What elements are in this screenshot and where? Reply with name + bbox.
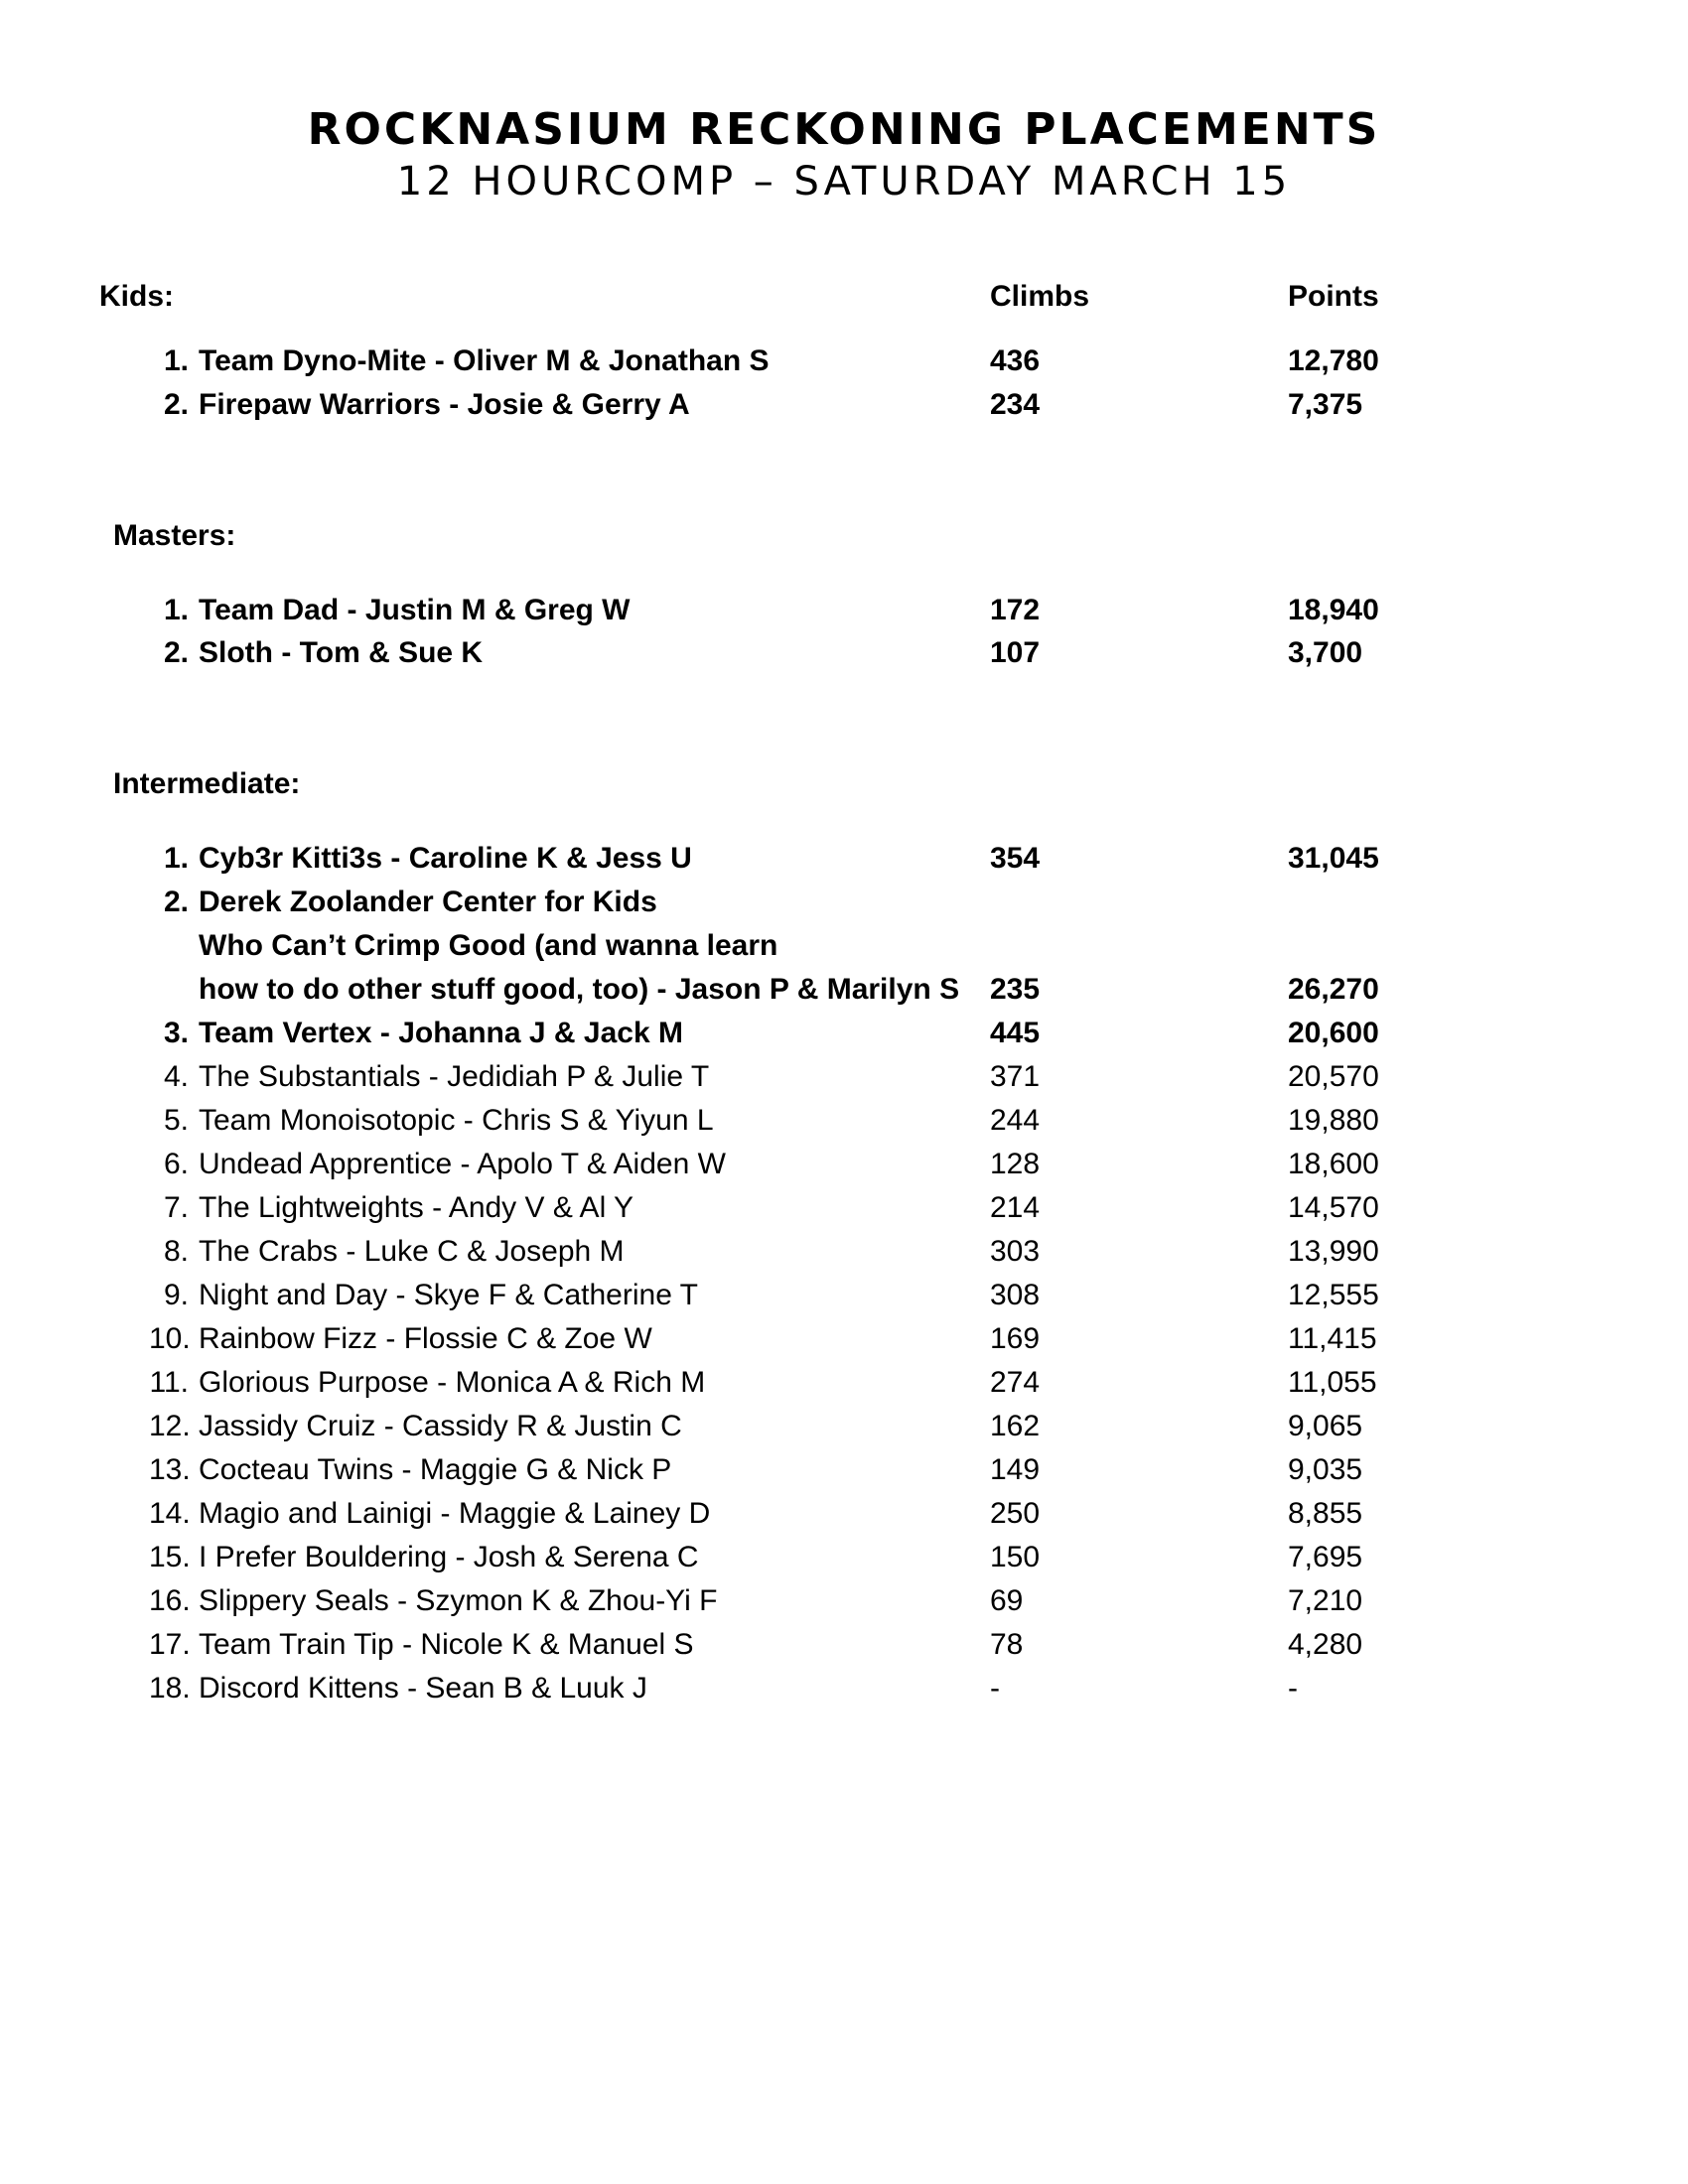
- team-name: Jassidy Cruiz - Cassidy R & Justin C: [199, 1410, 682, 1442]
- points-value: 7,210: [1288, 1584, 1363, 1617]
- rank: 3.: [163, 1017, 189, 1049]
- climbs-value: 234: [990, 388, 1041, 421]
- section-header-masters: Masters:: [113, 519, 236, 552]
- points-value: 26,270: [1288, 973, 1379, 1006]
- team-name-line: Who Can’t Crimp Good (and wanna learn: [199, 929, 778, 962]
- team-name: Rainbow Fizz - Flossie C & Zoe W: [199, 1322, 652, 1355]
- rank: 13.: [149, 1453, 191, 1486]
- rank: 10.: [149, 1322, 191, 1355]
- rank: 16.: [149, 1584, 191, 1617]
- section-header-kids: Kids:: [99, 280, 174, 313]
- climbs-value: 162: [990, 1410, 1041, 1442]
- team-name: Firepaw Warriors - Josie & Gerry A: [199, 388, 690, 421]
- climbs-value: 235: [990, 973, 1041, 1006]
- points-value: 18,940: [1288, 594, 1379, 626]
- points-value: 12,555: [1288, 1279, 1379, 1311]
- climbs-value: 303: [990, 1235, 1041, 1268]
- rank: 4.: [163, 1060, 189, 1093]
- climbs-value: 244: [990, 1104, 1041, 1137]
- rank: 6.: [163, 1148, 189, 1180]
- team-name: The Lightweights - Andy V & Al Y: [199, 1191, 634, 1224]
- rank: 5.: [163, 1104, 189, 1137]
- rank: 1.: [163, 344, 189, 377]
- climbs-value: 69: [990, 1584, 1024, 1617]
- climbs-value: 250: [990, 1497, 1041, 1530]
- rank: 1.: [163, 594, 189, 626]
- climbs-value: 172: [990, 594, 1041, 626]
- column-header-points: Points: [1288, 280, 1379, 313]
- points-value: -: [1288, 1672, 1298, 1705]
- column-header-climbs: Climbs: [990, 280, 1090, 313]
- climbs-value: -: [990, 1672, 1000, 1705]
- points-value: 12,780: [1288, 344, 1379, 377]
- team-name: Team Monoisotopic - Chris S & Yiyun L: [199, 1104, 714, 1137]
- rank: 9.: [163, 1279, 189, 1311]
- climbs-value: 308: [990, 1279, 1041, 1311]
- points-value: 11,055: [1288, 1366, 1377, 1399]
- page-title: ROCKNASIUM RECKONING PLACEMENTS: [307, 104, 1381, 155]
- points-value: 20,600: [1288, 1017, 1379, 1049]
- climbs-value: 128: [990, 1148, 1041, 1180]
- rank: 2.: [163, 388, 189, 421]
- rank: 15.: [149, 1541, 191, 1573]
- points-value: 3,700: [1288, 636, 1363, 669]
- team-name: Cocteau Twins - Maggie G & Nick P: [199, 1453, 672, 1486]
- climbs-value: 78: [990, 1628, 1024, 1661]
- team-name: Sloth - Tom & Sue K: [199, 636, 484, 669]
- points-value: 18,600: [1288, 1148, 1379, 1180]
- team-name: Magio and Lainigi - Maggie & Lainey D: [199, 1497, 711, 1530]
- rank: 7.: [163, 1191, 189, 1224]
- rank: 12.: [149, 1410, 191, 1442]
- points-value: 7,375: [1288, 388, 1363, 421]
- rank: 2.: [163, 636, 189, 669]
- climbs-value: 149: [990, 1453, 1041, 1486]
- team-name: Slippery Seals - Szymon K & Zhou-Yi F: [199, 1584, 718, 1617]
- rank: 18.: [149, 1672, 191, 1705]
- rank: 1.: [163, 842, 189, 875]
- team-name-line: how to do other stuff good, too) - Jason P & Marilyn S: [199, 973, 960, 1006]
- points-value: 4,280: [1288, 1628, 1363, 1661]
- climbs-value: 107: [990, 636, 1041, 669]
- points-value: 19,880: [1288, 1104, 1379, 1137]
- team-name: The Crabs - Luke C & Joseph M: [199, 1235, 625, 1268]
- points-value: 31,045: [1288, 842, 1379, 875]
- points-value: 20,570: [1288, 1060, 1379, 1093]
- rank: 17.: [149, 1628, 191, 1661]
- team-name: Team Vertex - Johanna J & Jack M: [199, 1017, 683, 1049]
- points-value: 8,855: [1288, 1497, 1363, 1530]
- team-name: Team Dad - Justin M & Greg W: [199, 594, 631, 626]
- team-name-line: Derek Zoolander Center for Kids: [199, 886, 657, 918]
- points-value: 9,065: [1288, 1410, 1363, 1442]
- team-name: Night and Day - Skye F & Catherine T: [199, 1279, 698, 1311]
- team-name: The Substantials - Jedidiah P & Julie T: [199, 1060, 710, 1093]
- points-value: 13,990: [1288, 1235, 1379, 1268]
- rank: 2.: [163, 886, 189, 918]
- team-name: Cyb3r Kitti3s - Caroline K & Jess U: [199, 842, 692, 875]
- team-name: Team Dyno-Mite - Oliver M & Jonathan S: [199, 344, 770, 377]
- rank: 14.: [149, 1497, 191, 1530]
- section-header-intermediate: Intermediate:: [113, 767, 301, 800]
- rank: 11.: [149, 1366, 189, 1399]
- points-value: 9,035: [1288, 1453, 1363, 1486]
- climbs-value: 274: [990, 1366, 1041, 1399]
- rank: 8.: [163, 1235, 189, 1268]
- team-name: Undead Apprentice - Apolo T & Aiden W: [199, 1148, 726, 1180]
- climbs-value: 354: [990, 842, 1041, 875]
- team-name: Team Train Tip - Nicole K & Manuel S: [199, 1628, 694, 1661]
- team-name: Glorious Purpose - Monica A & Rich M: [199, 1366, 706, 1399]
- climbs-value: 436: [990, 344, 1041, 377]
- climbs-value: 150: [990, 1541, 1041, 1573]
- page-subtitle: 12 HOURCOMP – SATURDAY MARCH 15: [396, 159, 1292, 205]
- points-value: 7,695: [1288, 1541, 1363, 1573]
- climbs-value: 214: [990, 1191, 1041, 1224]
- climbs-value: 371: [990, 1060, 1041, 1093]
- climbs-value: 169: [990, 1322, 1041, 1355]
- points-value: 14,570: [1288, 1191, 1379, 1224]
- points-value: 11,415: [1288, 1322, 1377, 1355]
- climbs-value: 445: [990, 1017, 1041, 1049]
- team-name: Discord Kittens - Sean B & Luuk J: [199, 1672, 647, 1705]
- team-name: I Prefer Bouldering - Josh & Serena C: [199, 1541, 699, 1573]
